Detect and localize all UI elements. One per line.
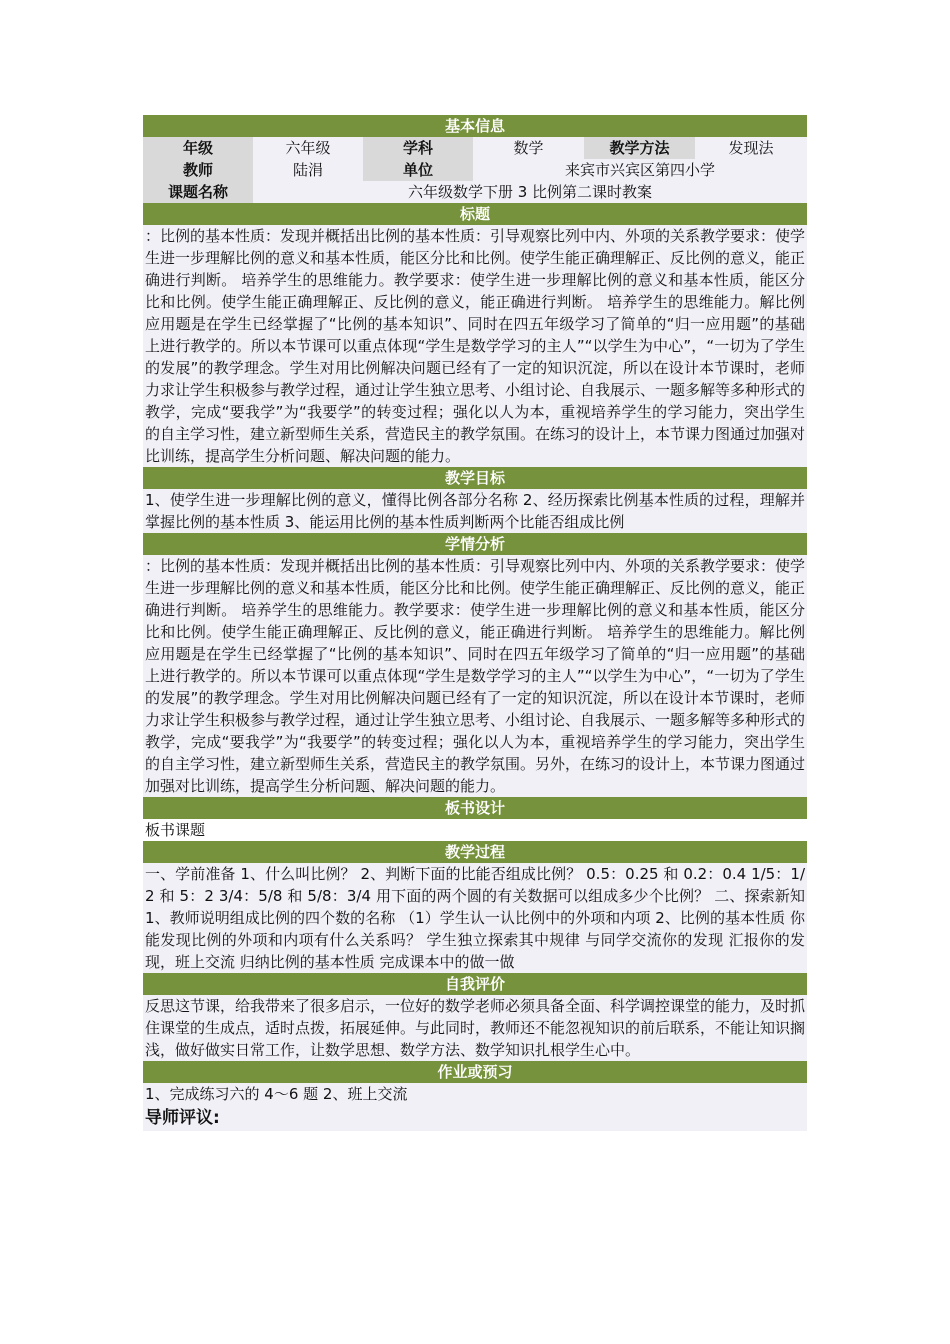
title-text: ：比例的基本性质：发现并概括出比例的基本性质：引导观察比列中内、外项的关系教学要求：使学生进一步理解比例的意义和基本性质，能区分比和比例。使学生能正确理解正、反比例的意义，能正确进行判断。 培养学生的思维能力。教学要求：使学生进一步理解比例的意义和基本性质，能区分比和比例。使学生能正确理解正、反比例的意义，能正确进行判断。 培养学生的思维能力。解比例应用题是在学生已经掌握了“比例的基本知识”、同时在四五年级学习了简单的“归一应用题”的基础上进行教学的。所以本节课可以重点体现“学生是数学学习的主人”“以学生为中心”，“一切为了学生的发展”的教学理念。学生对用比例解决问题已经有了一定的知识沉淀，所以在设计本节课时，老师力求让学生积极参与教学过程，通过让学生独立思考、小组讨论、自我展示、一题多解等多种形式的教学，完成“要我学”为“我要学”的转变过程；强化以人为本，重视培养学生的学习能力，突出学生的自主学习性，建立新型师生关系，营造民主的教学氛围。在练习的设计上，本节课力图通过加强对比训练，提高学生分析问题、解决问题的能力。 xyxy=(145,227,806,465)
advisor-comment-label: 导师评议: xyxy=(143,1105,807,1131)
teacher-label: 教师 xyxy=(143,159,253,181)
method-label: 教学方法 xyxy=(584,137,695,159)
course-label: 课题名称 xyxy=(143,181,253,203)
grade-label: 年级 xyxy=(143,137,253,159)
board-header: 板书设计 xyxy=(143,797,807,819)
goal-header: 教学目标 xyxy=(143,467,807,489)
homework-text: 1、完成练习六的 4～6 题 2、班上交流 xyxy=(143,1083,807,1105)
homework-header: 作业或预习 xyxy=(143,1061,807,1083)
info-row-1 xyxy=(143,137,807,159)
info-row-3 xyxy=(143,181,807,203)
unit-value: 来宾市兴宾区第四小学 xyxy=(473,159,807,181)
subject-value: 数学 xyxy=(473,137,584,159)
lesson-plan-sheet xyxy=(143,115,807,1131)
board-text: 板书课题 xyxy=(143,819,807,841)
process-header: 教学过程 xyxy=(143,841,807,863)
goal-text: 1、使学生进一步理解比例的意义，懂得比例各部分名称 2、经历探索比例基本性质的过程，理解并掌握比例的基本性质 3、能运用比例的基本性质判断两个比能否组成比例 xyxy=(145,491,805,531)
analysis-text: ：比例的基本性质：发现并概括出比例的基本性质：引导观察比列中内、外项的关系教学要求：使学生进一步理解比例的意义和基本性质，能区分比和比例。使学生能正确理解正、反比例的意义，能正确进行判断。 培养学生的思维能力。教学要求：使学生进一步理解比例的意义和基本性质，能区分比和比例。使学生能正确理解正、反比例的意义，能正确进行判断。 培养学生的思维能力。解比例应用题是在学生已经掌握了“比例的基本知识”、同时在四五年级学习了简单的“归一应用题”的基础上进行教学的。所以本节课可以重点体现“学生是数学学习的主人”“以学生为中心”，“一切为了学生的发展”的教学理念。学生对用比例解决问题已经有了一定的知识沉淀，所以在设计本节课时，老师力求让学生积极参与教学过程，通过让学生独立思考、小组讨论、自我展示、一题多解等多种形式的教学，完成“要我学”为“我要学”的转变过程；强化以人为本，重视培养学生的学习能力，突出学生的自主学习性，建立新型师生关系，营造民主的教学氛围。另外，在练习的设计上，本节课力图通过加强对比训练，提高学生分析问题、解决问题的能力。 xyxy=(145,557,806,795)
process-text: 一、学前准备 1、什么叫比例？ 2、判断下面的比能否组成比例？ 0.5：0.25 和 0.2：0.4 1/5：1/2 和 5：2 3/4：5/8 和 5/8：3/4 用下面的两个圆的有关数据可以组成多少个比例？ 二、探索新知 1、教师说明组成比例的四个数的名称 （1）学生认一认比例中的外项和内项 2、比例的基本性质 你能发现比例的外项和内项有什么关系吗？ 学生独立探索其中规律 与同学交流你的发现 汇报你的发现，班上交流 归纳比例的基本性质 完成课本中的做一做 xyxy=(145,865,805,971)
method-value: 发现法 xyxy=(695,137,807,159)
info-row-2 xyxy=(143,159,807,181)
grade-value: 六年级 xyxy=(253,137,363,159)
unit-label: 单位 xyxy=(363,159,473,181)
self-eval-header: 自我评价 xyxy=(143,973,807,995)
teacher-value: 陆涓 xyxy=(253,159,363,181)
analysis-header: 学情分析 xyxy=(143,533,807,555)
course-value: 六年级数学下册 3 比例第二课时教案 xyxy=(253,181,807,203)
subject-label: 学科 xyxy=(363,137,473,159)
title-header: 标题 xyxy=(143,203,807,225)
self-eval-text: 反思这节课，给我带来了很多启示，一位好的数学老师必须具备全面、科学调控课堂的能力，及时抓住课堂的生成点，适时点拨，拓展延伸。与此同时，教师还不能忽视知识的前后联系，不能让知识搁浅，做好做实日常工作，让数学思想、数学方法、数学知识扎根学生心中。 xyxy=(145,997,806,1059)
basic-info-header: 基本信息 xyxy=(143,115,807,137)
